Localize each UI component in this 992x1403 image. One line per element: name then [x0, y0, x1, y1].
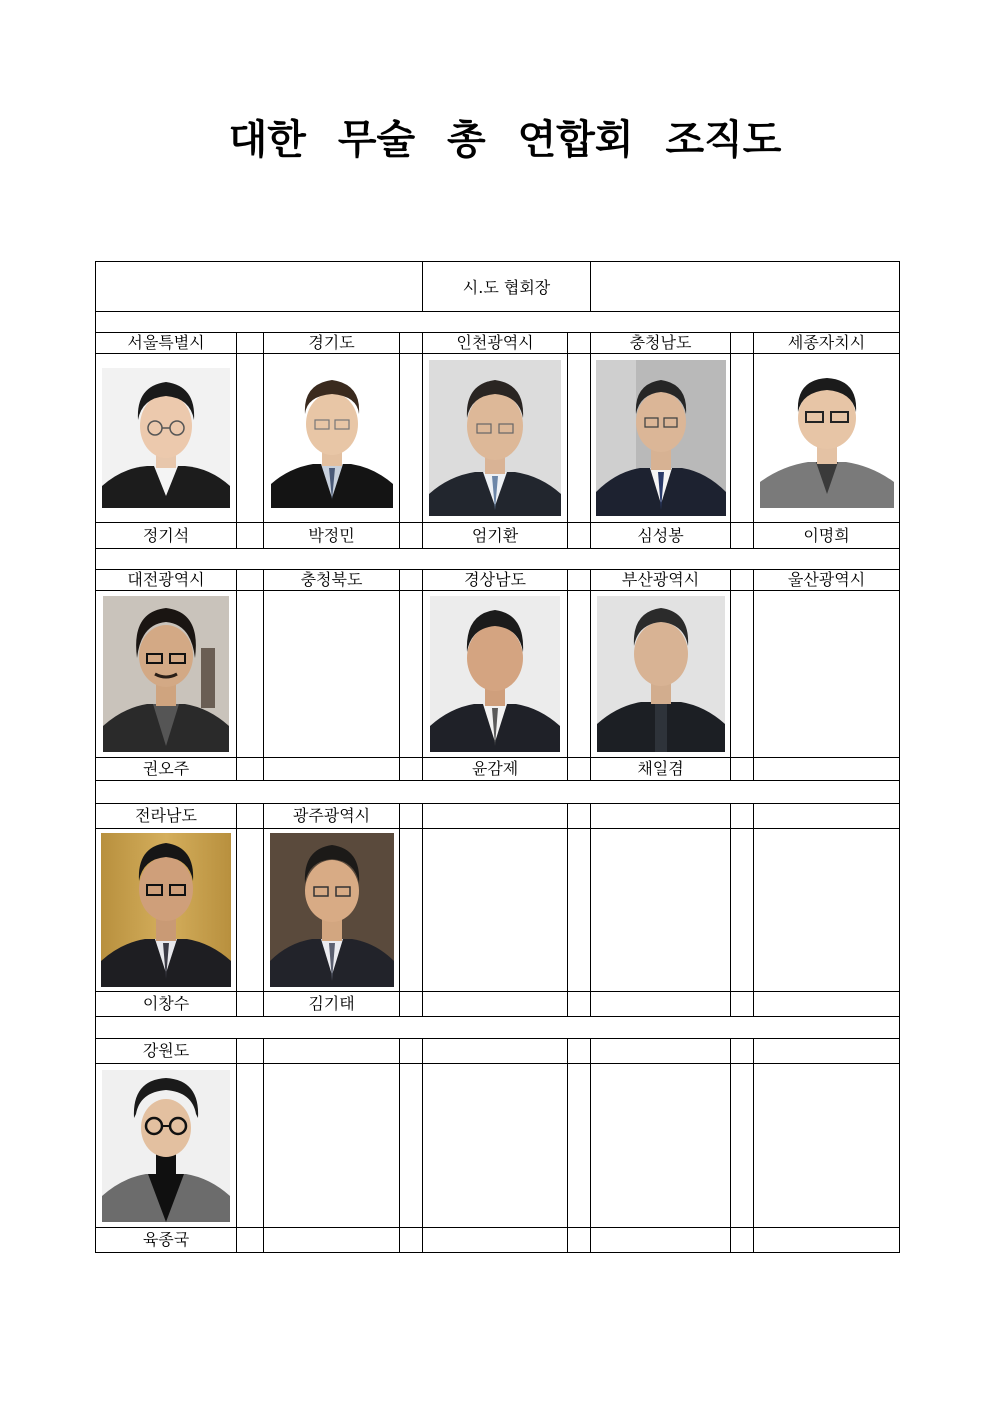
org-chart-table [95, 261, 900, 1253]
empty-photo-cell [264, 1064, 400, 1228]
empty-photo-cell [754, 829, 900, 992]
photo-cell [591, 591, 731, 758]
member-name: 채일겸 [591, 758, 731, 781]
photo-cell [96, 829, 237, 992]
region-label [591, 804, 731, 829]
region-label: 부산광역시 [591, 570, 731, 591]
header-right-empty [591, 262, 900, 312]
region-label: 서울특별시 [96, 333, 237, 354]
region-label: 경기도 [264, 333, 400, 354]
empty-photo-cell [591, 829, 731, 992]
member-name: 김기태 [264, 992, 400, 1017]
portrait-photo-seoul [102, 368, 230, 508]
region-label: 전라남도 [96, 804, 237, 829]
member-name: 심성봉 [591, 523, 731, 549]
region-label: 광주광역시 [264, 804, 400, 829]
member-name: 정기석 [96, 523, 237, 549]
member-name [591, 992, 731, 1017]
region-label [754, 1039, 900, 1064]
member-name: 육종국 [96, 1228, 237, 1253]
section-title: 시.도 협회장 [423, 262, 591, 312]
member-name [754, 1228, 900, 1253]
empty-photo-cell [754, 591, 900, 758]
member-name [423, 992, 568, 1017]
member-name [264, 758, 400, 781]
member-name: 박정민 [264, 523, 400, 549]
member-name [754, 992, 900, 1017]
portrait-photo-chungnam [596, 360, 726, 516]
page-title: 대한 무술 총 연합회 조직도 [228, 117, 782, 163]
region-label [591, 1039, 731, 1064]
member-name: 권오주 [96, 758, 237, 781]
portrait-photo-daejeon [103, 596, 229, 752]
empty-photo-cell [423, 1064, 568, 1228]
region-label: 충청남도 [591, 333, 731, 354]
portrait-photo-sejong [760, 368, 894, 508]
photo-cell [96, 591, 237, 758]
portrait-photo-gyeongnam [430, 596, 560, 752]
photo-cell [264, 829, 400, 992]
photo-cell [96, 1064, 237, 1228]
empty-photo-cell [591, 1064, 731, 1228]
member-name [591, 1228, 731, 1253]
photo-cell [754, 354, 900, 523]
spacer-row [96, 549, 900, 570]
photo-cell [423, 591, 568, 758]
photo-cell [264, 354, 400, 523]
photo-cell [96, 354, 237, 523]
portrait-photo-jeonnam [101, 833, 231, 987]
region-label: 충청북도 [264, 570, 400, 591]
region-label [754, 804, 900, 829]
spacer-row [96, 312, 900, 333]
region-label [423, 1039, 568, 1064]
region-label: 인천광역시 [423, 333, 568, 354]
portrait-photo-gyeonggi [271, 368, 393, 508]
region-label: 경상남도 [423, 570, 568, 591]
spacer-row [96, 1017, 900, 1039]
member-name [264, 1228, 400, 1253]
region-label: 세종자치시 [754, 333, 900, 354]
photo-cell [591, 354, 731, 523]
portrait-photo-gangwon [102, 1070, 230, 1222]
empty-photo-cell [264, 591, 400, 758]
portrait-photo-gwangju [270, 833, 394, 987]
member-name: 윤감제 [423, 758, 568, 781]
empty-photo-cell [754, 1064, 900, 1228]
member-name: 이명희 [754, 523, 900, 549]
portrait-photo-incheon [429, 360, 561, 516]
region-label: 강원도 [96, 1039, 237, 1064]
region-label: 울산광역시 [754, 570, 900, 591]
region-label [264, 1039, 400, 1064]
portrait-photo-busan [597, 596, 725, 752]
member-name: 이창수 [96, 992, 237, 1017]
header-left-empty [96, 262, 423, 312]
region-label: 대전광역시 [96, 570, 237, 591]
spacer-row [96, 781, 900, 804]
member-name [423, 1228, 568, 1253]
member-name: 엄기환 [423, 523, 568, 549]
empty-photo-cell [423, 829, 568, 992]
region-label [423, 804, 568, 829]
member-name [754, 758, 900, 781]
photo-cell [423, 354, 568, 523]
